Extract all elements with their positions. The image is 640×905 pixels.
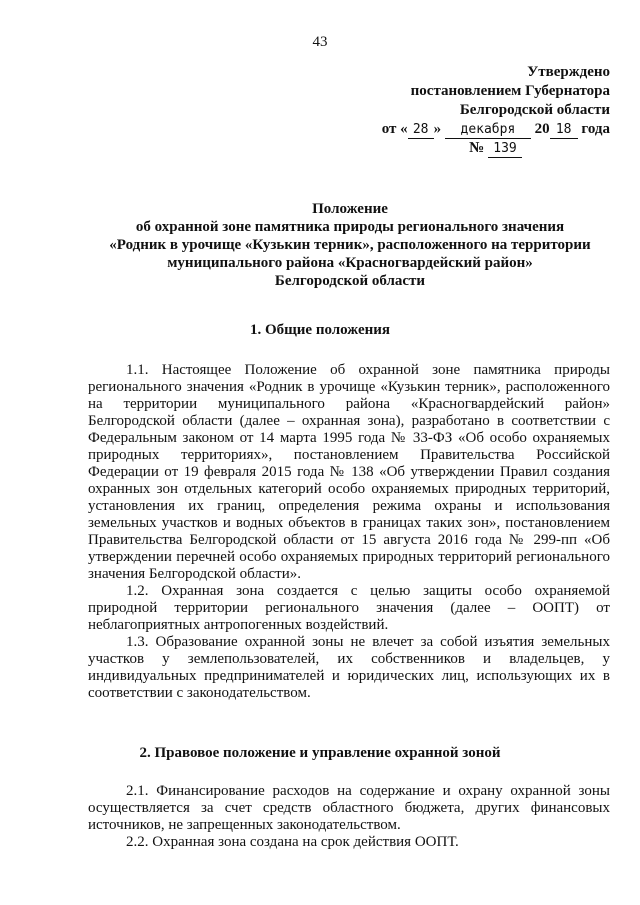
page-number: 43 — [312, 34, 328, 50]
title-line-3: «Родник в урочище «Кузькин терник», расположенного на территории — [109, 237, 591, 253]
date-year-prefix: 20 — [534, 121, 550, 137]
approval-by-decree: постановлением Губернатора — [410, 83, 610, 99]
number-prefix: № — [469, 140, 485, 156]
section-1-body — [88, 362, 610, 702]
approval-date — [345, 121, 610, 140]
title-line-5: Белгородской области — [274, 273, 426, 289]
date-prefix: от « — [381, 121, 408, 137]
approval-title: Утверждено — [527, 64, 610, 80]
title-line-4: муниципального района «Красногвардейский район» — [167, 255, 533, 271]
date-day: 28 — [408, 121, 434, 139]
title-line-2: об охранной зоне памятника природы регионального значения — [135, 219, 565, 235]
paragraph-1-2: 1.2. Охранная зона создается с целью защиты особо охраняемой природной территории регионального значения (далее – ООПТ) от неблагоприятных антропогенных воздействий. — [88, 583, 610, 633]
title-line-1: Положение — [312, 201, 388, 217]
date-year-word: года — [581, 121, 610, 137]
approval-block — [345, 64, 610, 159]
section-2-body — [88, 783, 610, 851]
approval-number — [345, 140, 610, 159]
date-day-close: » — [433, 121, 442, 137]
paragraph-2-1: 2.1. Финансирование расходов на содержание и охрану охранной зоны осуществляется за счет средств областного бюджета, других финансовых источников, не запрещенных законодательством. — [88, 783, 610, 833]
approval-region: Белгородской области — [459, 102, 610, 118]
section-1-heading: 1. Общие положения — [249, 322, 391, 338]
date-month: декабря — [445, 121, 531, 139]
date-year-suffix: 18 — [550, 121, 578, 139]
paragraph-1-1: 1.1. Настоящее Положение об охранной зоне памятника природы регионального значения «Родник в урочище «Кузькин терник», расположенного на территории муниципального района «Красногвардейский район» Белгородской области (далее – охранная зона), разработано в соответствии с Федеральным законом от 14 марта 1995 года № 33-ФЗ «Об особо охраняемых природных территориях», постановлением Правительства Российской Федерации от 19 февраля 2015 года № 138 «Об утверждении Правил создания охранных зон отдельных категорий особо охраняемых природных территорий, установления их границ, определения режима охраны и использования земельных участков и водных объектов в границах таких зон», постановлением Правительства Белгородской области от 15 августа 2016 года № 299-пп «Об утверждении перечней особо охраняемых природных территорий регионального значения Белгородской области». — [88, 362, 610, 582]
section-2-heading: 2. Правовое положение и управление охранной зоной — [139, 745, 501, 761]
paragraph-1-3: 1.3. Образование охранной зоны не влечет за собой изъятия земельных участков у землепользователей, их собственников и владельцев, у индивидуальных предпринимателей и юридических лиц, использующих их в соответствии с законодательством. — [88, 634, 610, 701]
paragraph-2-2: 2.2. Охранная зона создана на срок действия ООПТ. — [126, 834, 459, 850]
document-title — [70, 200, 630, 290]
decree-number: 139 — [488, 140, 522, 158]
